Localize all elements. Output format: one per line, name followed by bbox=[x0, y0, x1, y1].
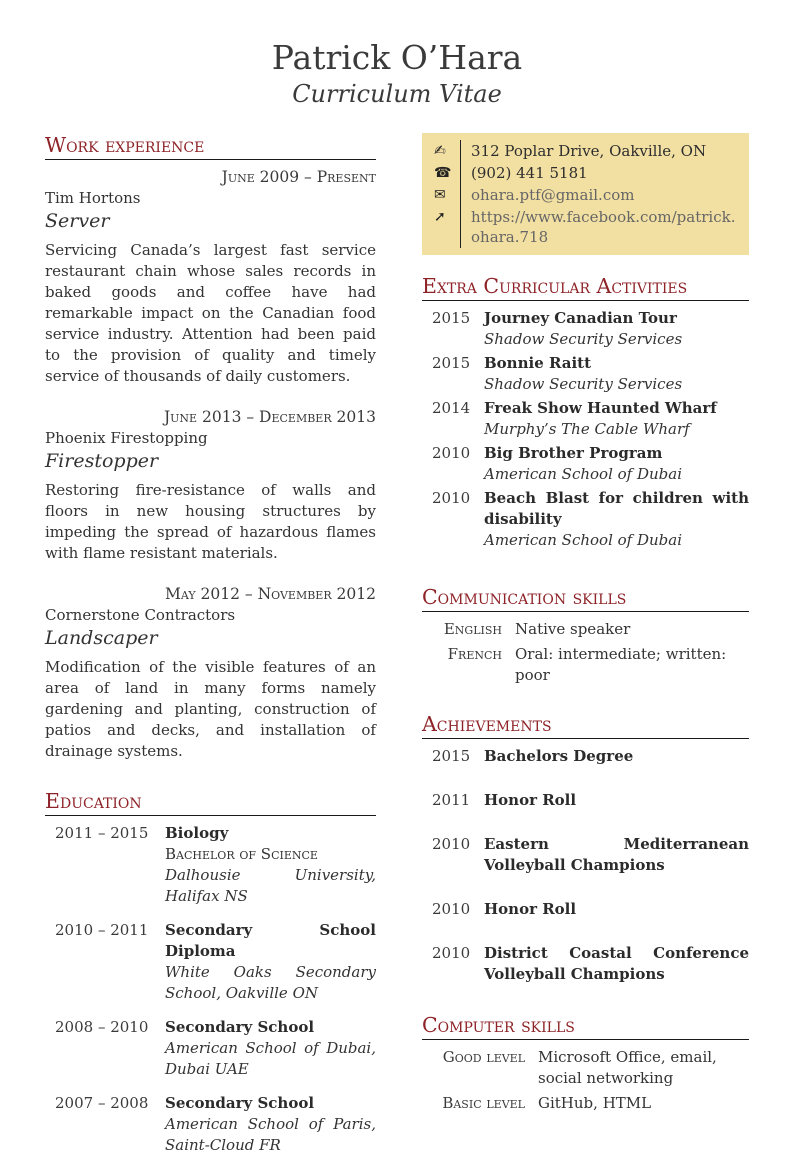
computer-skill-entry bbox=[422, 1047, 749, 1089]
contact-value: (902) 441 5181 bbox=[460, 162, 737, 184]
education-title: Secondary School bbox=[165, 1018, 315, 1036]
achievement-details bbox=[484, 943, 749, 985]
job-role: Landscaper bbox=[45, 627, 158, 649]
communication-list bbox=[422, 619, 749, 686]
education-entry bbox=[45, 823, 376, 907]
activity-title: Big Brother Program bbox=[484, 444, 663, 462]
cv-header bbox=[0, 40, 794, 109]
achievement-title: Honor Roll bbox=[484, 791, 577, 809]
achievement-entry bbox=[422, 943, 749, 985]
right-column bbox=[422, 133, 749, 1118]
achievement-details bbox=[484, 899, 749, 920]
achievement-year: 2011 bbox=[432, 791, 471, 809]
activity-year: 2010 bbox=[432, 489, 471, 507]
activity-entry bbox=[422, 308, 749, 350]
activity-entry bbox=[422, 488, 749, 551]
activity-year: 2014 bbox=[432, 399, 471, 417]
achievement-details bbox=[484, 834, 749, 876]
job-dates: May 2012 – November 2012 bbox=[164, 585, 376, 603]
section-computer-skills bbox=[422, 1013, 749, 1114]
education-entry bbox=[45, 1017, 376, 1080]
contact-list bbox=[434, 140, 737, 248]
achievement-title: Bachelors Degree bbox=[484, 747, 634, 765]
computer-skills-heading: Computer skills bbox=[422, 1013, 749, 1040]
contact-value: https://www.facebook.com/patrick.ohara.718 bbox=[460, 206, 737, 248]
extra-curricular-heading: Extra Curricular Activities bbox=[422, 274, 749, 301]
job-description: Modification of the visible features of an area of land in many forms namely gardening and planting, construction of patios and decks, and installation of drainage systems. bbox=[45, 658, 376, 760]
person-name: Patrick O’Hara bbox=[271, 38, 523, 77]
job-role: Server bbox=[45, 210, 110, 232]
education-details bbox=[165, 1017, 376, 1080]
education-details bbox=[165, 920, 376, 1004]
job-entry bbox=[45, 584, 376, 762]
activity-organization: Shadow Security Services bbox=[484, 330, 683, 348]
achievement-title: District Coastal Conference Volleyball Champions bbox=[484, 944, 749, 983]
section-work-experience bbox=[45, 133, 376, 762]
job-description: Servicing Canada’s largest fast service restaurant chain whose sales records in baked goods and coffee have had remarkable impact on the Canadian food service industry. Attention had been paid to the provision of quality and timely service of thousands of daily customers. bbox=[45, 241, 376, 385]
activity-title: Journey Canadian Tour bbox=[484, 309, 677, 327]
education-dates: 2008 – 2010 bbox=[55, 1018, 149, 1036]
achievement-entry bbox=[422, 899, 749, 920]
education-dates: 2011 – 2015 bbox=[55, 824, 149, 842]
activity-year: 2015 bbox=[432, 309, 471, 327]
activity-details bbox=[484, 353, 749, 395]
education-details bbox=[165, 823, 376, 907]
language-name: English bbox=[443, 620, 502, 638]
job-role: Firestopper bbox=[45, 450, 159, 472]
language-level: Native speaker bbox=[515, 620, 631, 638]
contact-box bbox=[422, 133, 749, 255]
cv-subtitle: Curriculum Vitae bbox=[292, 80, 502, 108]
education-title: Secondary School Diploma bbox=[165, 921, 376, 960]
computer-skills-list bbox=[422, 1047, 749, 1114]
education-school: American School of Dubai, Dubai UAE bbox=[165, 1039, 376, 1078]
education-title: Biology bbox=[165, 824, 229, 842]
contact-row bbox=[434, 140, 737, 162]
achievement-title: Eastern Mediterranean Volleyball Champions bbox=[484, 835, 749, 874]
achievement-year: 2015 bbox=[432, 747, 471, 765]
activity-title: Beach Blast for children with disability bbox=[484, 489, 749, 528]
job-entry bbox=[45, 407, 376, 564]
activity-details bbox=[484, 488, 749, 551]
achievement-details bbox=[484, 746, 749, 767]
job-dates: June 2013 – December 2013 bbox=[163, 408, 376, 426]
achievements-list bbox=[422, 746, 749, 985]
education-school: White Oaks Secondary School, Oakville ON bbox=[165, 963, 376, 1002]
extra-curricular-list bbox=[422, 308, 749, 551]
website-icon: ➚ bbox=[434, 209, 446, 225]
activity-organization: American School of Dubai bbox=[484, 465, 683, 483]
phone-icon: ☎ bbox=[434, 165, 452, 181]
education-degree: Bachelor of Science bbox=[165, 845, 318, 863]
education-list bbox=[45, 823, 376, 1156]
activity-organization: Murphy’s The Cable Wharf bbox=[484, 420, 690, 438]
activity-organization: Shadow Security Services bbox=[484, 375, 683, 393]
section-extra-curricular bbox=[422, 274, 749, 551]
job-company: Tim Hortons bbox=[45, 189, 141, 207]
education-school: American School of Paris, Saint-Cloud FR bbox=[165, 1115, 376, 1154]
activity-title: Bonnie Raitt bbox=[484, 354, 592, 372]
education-entry bbox=[45, 920, 376, 1004]
computer-skill-items: GitHub, HTML bbox=[538, 1094, 652, 1112]
computer-skill-level: Basic level bbox=[442, 1094, 525, 1112]
contact-value: 312 Poplar Drive, Oakville, ON bbox=[460, 140, 737, 162]
activity-entry bbox=[422, 398, 749, 440]
activity-entry bbox=[422, 353, 749, 395]
education-heading: Education bbox=[45, 789, 376, 816]
activity-details bbox=[484, 308, 749, 350]
job-company: Phoenix Firestopping bbox=[45, 429, 208, 447]
achievement-year: 2010 bbox=[432, 900, 471, 918]
section-achievements bbox=[422, 712, 749, 985]
work-experience-heading: Work experience bbox=[45, 133, 376, 160]
activity-organization: American School of Dubai bbox=[484, 531, 683, 549]
job-company: Cornerstone Contractors bbox=[45, 606, 236, 624]
contact-row bbox=[434, 162, 737, 184]
contact-row bbox=[434, 184, 737, 206]
section-education bbox=[45, 789, 376, 1156]
contact-row bbox=[434, 206, 737, 248]
achievement-title: Honor Roll bbox=[484, 900, 577, 918]
activity-year: 2010 bbox=[432, 444, 471, 462]
job-entry bbox=[45, 167, 376, 387]
activity-title: Freak Show Haunted Wharf bbox=[484, 399, 717, 417]
job-description: Restoring fire-resistance of walls and floors in new housing structures by impeding the spread of hazardous flames with flame resistant materials. bbox=[45, 481, 376, 562]
education-dates: 2007 – 2008 bbox=[55, 1094, 149, 1112]
achievement-year: 2010 bbox=[432, 944, 471, 962]
education-details bbox=[165, 1093, 376, 1156]
education-school: Dalhousie University, Halifax NS bbox=[165, 866, 376, 905]
achievement-entry bbox=[422, 746, 749, 767]
computer-skill-level: Good level bbox=[442, 1048, 525, 1066]
communication-skills-heading: Communication skills bbox=[422, 585, 749, 612]
activity-entry bbox=[422, 443, 749, 485]
language-entry bbox=[422, 644, 749, 686]
activity-year: 2015 bbox=[432, 354, 471, 372]
email-icon: ✉ bbox=[434, 187, 446, 203]
language-level: Oral: intermediate; written: poor bbox=[515, 645, 727, 684]
language-name: French bbox=[447, 645, 502, 663]
achievement-entry bbox=[422, 790, 749, 811]
section-communication-skills bbox=[422, 585, 749, 686]
achievement-details bbox=[484, 790, 749, 811]
job-list bbox=[45, 167, 376, 762]
achievements-heading: Achievements bbox=[422, 712, 749, 739]
achievement-entry bbox=[422, 834, 749, 876]
education-entry bbox=[45, 1093, 376, 1156]
computer-skill-items: Microsoft Office, email, social networking bbox=[538, 1048, 717, 1087]
address-icon: ✍ bbox=[434, 143, 446, 159]
activity-details bbox=[484, 398, 749, 440]
job-dates: June 2009 – Present bbox=[221, 168, 376, 186]
left-column bbox=[45, 133, 376, 1169]
computer-skill-entry bbox=[422, 1093, 749, 1114]
education-dates: 2010 – 2011 bbox=[55, 921, 149, 939]
education-title: Secondary School bbox=[165, 1094, 315, 1112]
language-entry bbox=[422, 619, 749, 640]
contact-value: ohara.ptf@gmail.com bbox=[460, 184, 737, 206]
activity-details bbox=[484, 443, 749, 485]
achievement-year: 2010 bbox=[432, 835, 471, 853]
